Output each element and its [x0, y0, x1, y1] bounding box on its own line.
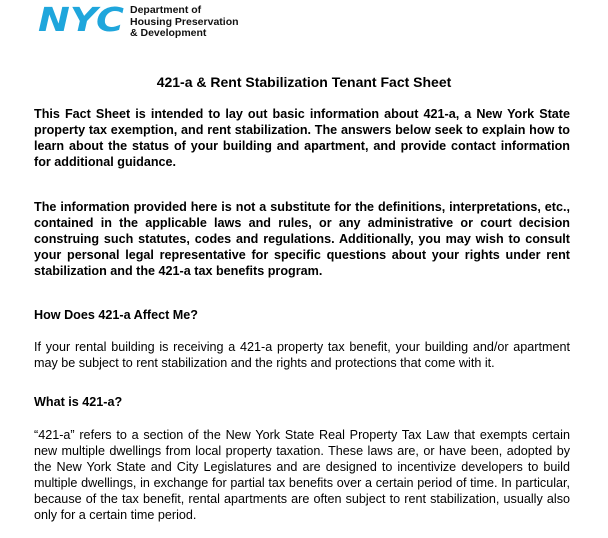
nyc-logo [38, 4, 126, 34]
section-heading-what-is: What is 421-a? [34, 395, 123, 409]
section-heading-affect: How Does 421-a Affect Me? [34, 308, 198, 322]
department-line-3: & Development [130, 27, 207, 39]
section-body-affect: If your rental building is receiving a 421-a property tax benefit, your building and/or apartment may be subject to rent stabilization and the rights and protections that come with it. [34, 340, 570, 370]
department-name [130, 5, 239, 40]
section-body-what-is: “421-a” refers to a section of the New York State Real Property Tax Law that exempts certain new multiple dwellings from local property taxation. These laws are, or have been, adopted by the New York State and City Legislatures and are designed to incentivize developers to build multiple dwellings, in exchange for partial tax benefits over a certain period of time. In particular, because of the tax benefit, rental apartments are often subject to rent stabilization, usually also only for a certain time period. [34, 428, 570, 522]
intro-paragraph: This Fact Sheet is intended to lay out basic information about 421-a, a New York State property tax exemption, and rent stabilization. The answers below seek to explain how to learn about the status of your building and apartment, and provide contact information for additional guidance. [34, 107, 570, 169]
document-title: 421-a & Rent Stabilization Tenant Fact Sheet [156, 74, 452, 90]
svg-text:NYC: NYC [38, 4, 124, 34]
page-header [38, 4, 239, 38]
department-line-1: Department of [130, 4, 202, 16]
department-line-2: Housing Preservation [130, 15, 239, 28]
disclaimer-paragraph: The information provided here is not a substitute for the definitions, interpretations, etc., contained in the applicable laws and rules, or any administrative or court decision construing such statutes, codes and regulations. Additionally, you may wish to consult your personal legal representative for specific questions about your rights under rent stabilization and the 421-a tax benefits program. [34, 200, 570, 278]
